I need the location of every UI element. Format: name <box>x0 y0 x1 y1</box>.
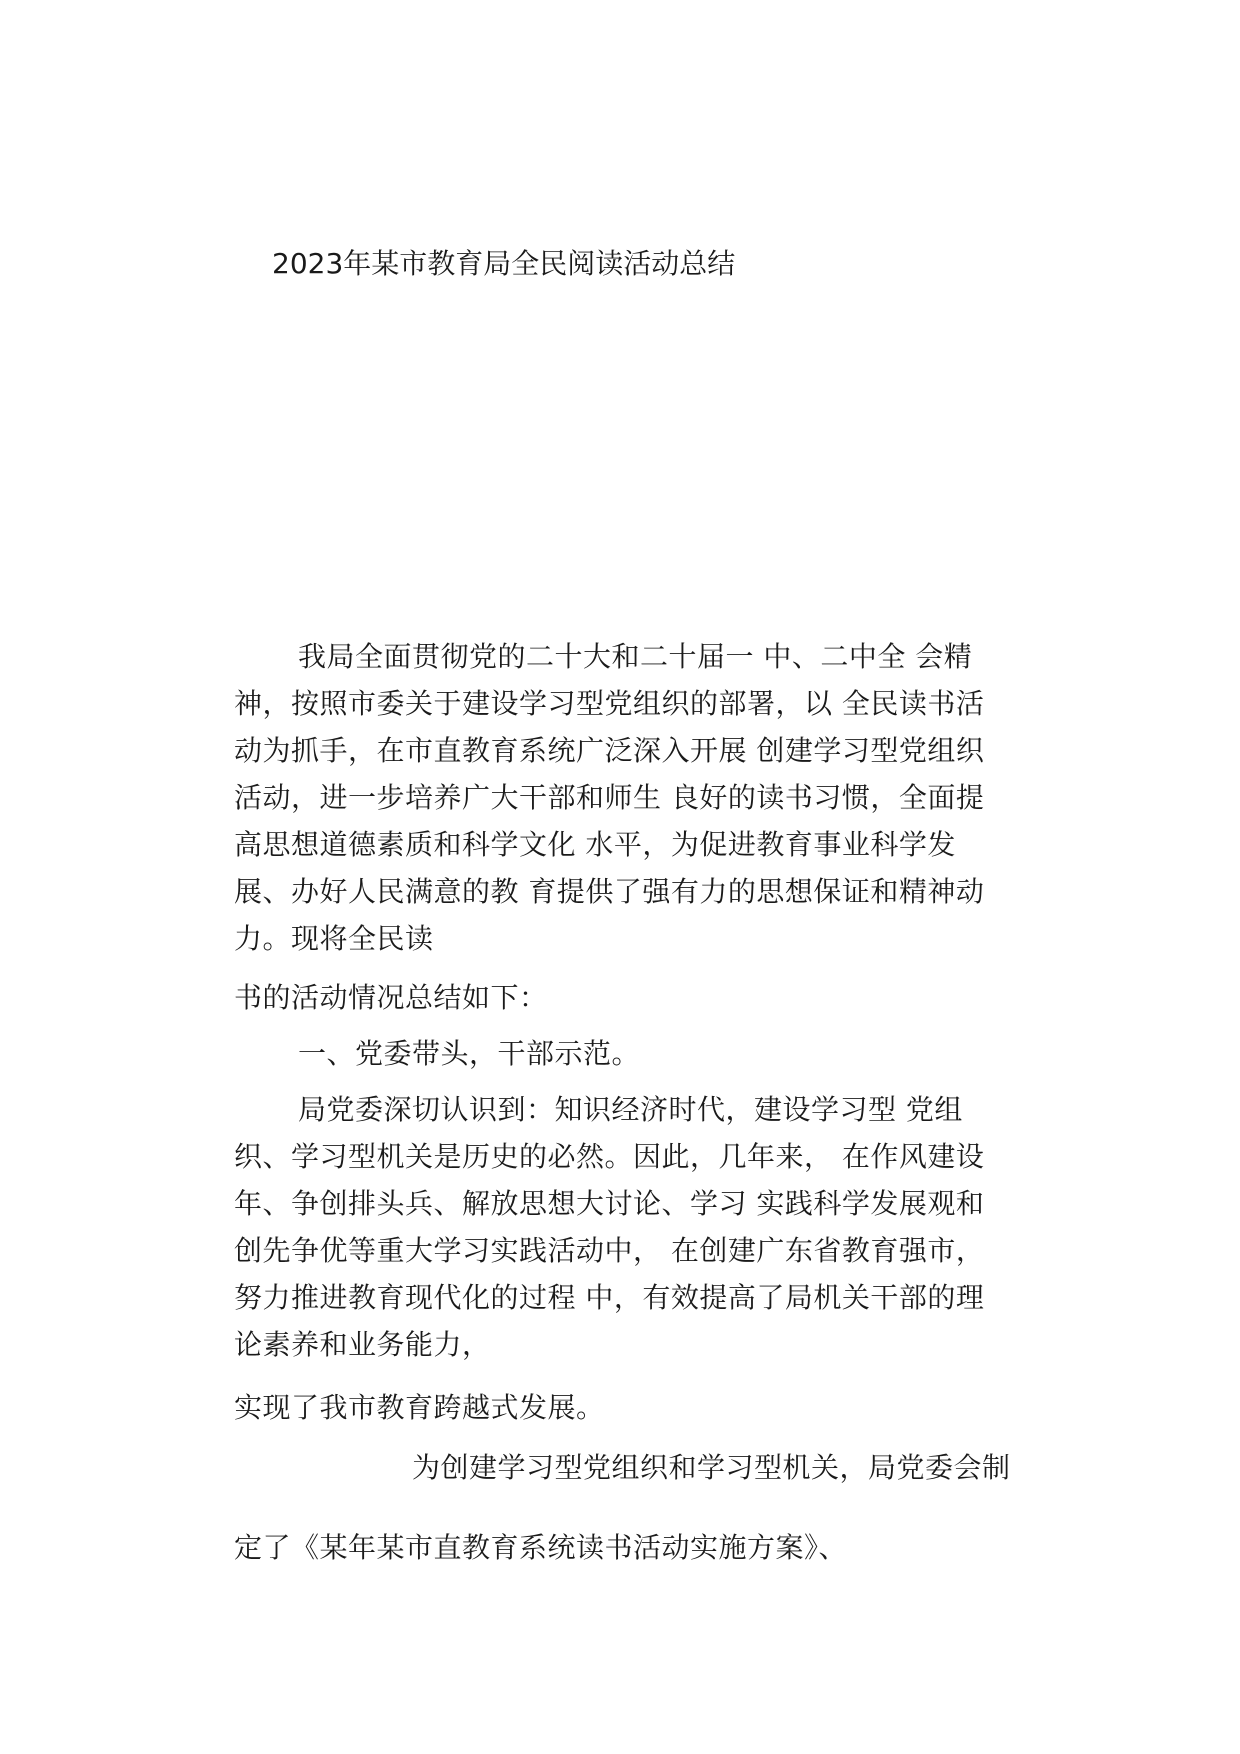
paragraph-line: 为创建学习型党组织和学习型机关，局党委会制 <box>412 1451 1011 1484</box>
paragraph-line: 论素养和业务能力， <box>234 1328 491 1361</box>
paragraph-line: 神，按照市委关于建设学习型党组织的部署，以 全民读书活 <box>234 687 985 720</box>
paragraph-line: 高思想道德素质和科学文化 水平，为促进教育事业科学发 <box>234 828 956 861</box>
paragraph-line: 局党委深切认识到：知识经济时代，建设学习型 党组 <box>298 1093 963 1126</box>
paragraph-line: 定了《某年某市直教育系统读书活动实施方案》、 <box>234 1531 848 1564</box>
document-title: 2023年某市教育局全民阅读活动总结 <box>272 247 736 280</box>
paragraph-line: 力。现将全民读 <box>234 922 434 955</box>
paragraph-line: 动为抓手，在市直教育系统广泛深入开展 创建学习型党组织 <box>234 734 985 767</box>
paragraph-line: 活动，进一步培养广大干部和师生 良好的读书习惯，全面提 <box>234 781 985 814</box>
paragraph-line: 实现了我市教育跨越式发展。 <box>234 1391 605 1424</box>
paragraph-line: 创先争优等重大学习实践活动中， 在创建广东省教育强市， <box>234 1234 985 1267</box>
section-heading: 一、党委带头，干部示范。 <box>298 1037 641 1070</box>
paragraph-line: 努力推进教育现代化的过程 中，有效提高了局机关干部的理 <box>234 1281 985 1314</box>
paragraph-line: 年、争创排头兵、解放思想大讨论、学习 实践科学发展观和 <box>234 1187 985 1220</box>
paragraph-line: 展、办好人民满意的教 育提供了强有力的思想保证和精神动 <box>234 875 985 908</box>
paragraph-line: 我局全面贯彻党的二十大和二十届一 中、二中全 会精 <box>298 640 973 673</box>
paragraph-line: 书的活动情况总结如下： <box>234 981 548 1014</box>
paragraph-line: 织、学习型机关是历史的必然。因此，几年来， 在作风建设 <box>234 1140 985 1173</box>
